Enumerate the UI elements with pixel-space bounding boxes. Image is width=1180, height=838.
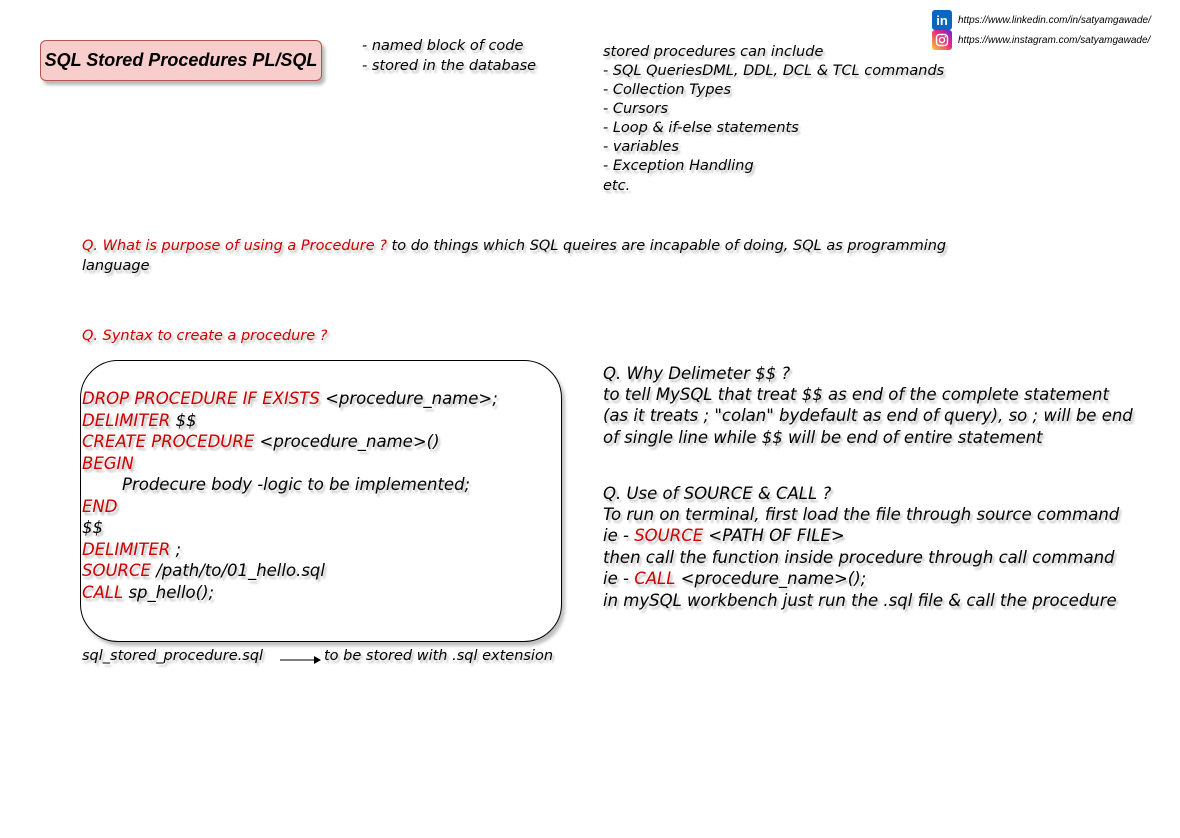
code-line: Prodecure body -logic to be implemented; (122, 475, 471, 494)
delimiter-question: Q. Why Delimeter $$ ? (603, 364, 791, 383)
instagram-url[interactable]: https://www.instagram.com/satyamgawade/ (958, 34, 1151, 46)
code-line: SOURCE /path/to/01_hello.sql (82, 561, 325, 580)
source-call-line: To run on terminal, first load the file through source command (603, 505, 1120, 524)
code-line: END (82, 497, 118, 516)
file-name: sql_stored_procedure.sql (82, 648, 264, 664)
linkedin-url[interactable]: https://www.linkedin.com/in/satyamgawade/ (958, 14, 1151, 26)
page-title: SQL Stored Procedures PL/SQL (44, 50, 318, 70)
definition-line: - stored in the database (362, 58, 537, 74)
source-call-line: then call the function inside procedure through call command (603, 548, 1115, 567)
arrow-icon (280, 654, 322, 666)
instagram-link[interactable] (932, 30, 1150, 50)
delimiter-answer-line: (as it treats ; "colan" bydefault as end of query), so ; will be end (603, 406, 1133, 425)
includes-item: - Loop & if-else statements (603, 120, 799, 136)
code-line: CREATE PROCEDURE <procedure_name>() (82, 432, 440, 451)
definition-line: - named block of code (362, 38, 524, 54)
includes-item: - Exception Handling (603, 158, 754, 174)
includes-item: - variables (603, 139, 679, 155)
includes-item: - Collection Types (603, 82, 732, 98)
includes-item: - Cursors (603, 101, 669, 117)
source-call-line: ie - CALL <procedure_name>(); (603, 569, 867, 588)
code-line: $$ (82, 518, 103, 537)
purpose-answer-line2: language (82, 258, 150, 274)
code-line: BEGIN (82, 454, 134, 473)
file-note: to be stored with .sql extension (324, 648, 554, 664)
includes-heading: stored procedures can include (603, 44, 824, 60)
source-call-line: in mySQL workbench just run the .sql file & call the procedure (603, 591, 1117, 610)
source-call-question: Q. Use of SOURCE & CALL ? (603, 484, 832, 503)
source-call-line: ie - SOURCE <PATH OF FILE> (603, 526, 845, 545)
includes-item: - SQL QueriesDML, DDL, DCL & TCL commands (603, 63, 945, 79)
purpose-answer: to do things which SQL queires are incapable of doing, SQL as programming (386, 238, 947, 254)
syntax-question: Q. Syntax to create a procedure ? (82, 328, 328, 344)
code-line: DELIMITER ; (82, 540, 182, 559)
code-line: DROP PROCEDURE IF EXISTS <procedure_name>; (82, 389, 498, 408)
delimiter-answer-line: to tell MySQL that treat $$ as end of the complete statement (603, 385, 1109, 404)
purpose-question: Q. What is purpose of using a Procedure ? (82, 238, 387, 254)
purpose-question-line (82, 238, 946, 254)
delimiter-answer-line: of single line while $$ will be end of entire statement (603, 428, 1043, 447)
linkedin-link[interactable] (932, 10, 1151, 30)
code-line: CALL sp_hello(); (82, 583, 215, 602)
title-box (40, 40, 322, 81)
includes-item: etc. (603, 178, 631, 194)
code-line: DELIMITER $$ (82, 411, 197, 430)
instagram-icon (932, 30, 952, 50)
linkedin-icon: in (932, 10, 952, 30)
